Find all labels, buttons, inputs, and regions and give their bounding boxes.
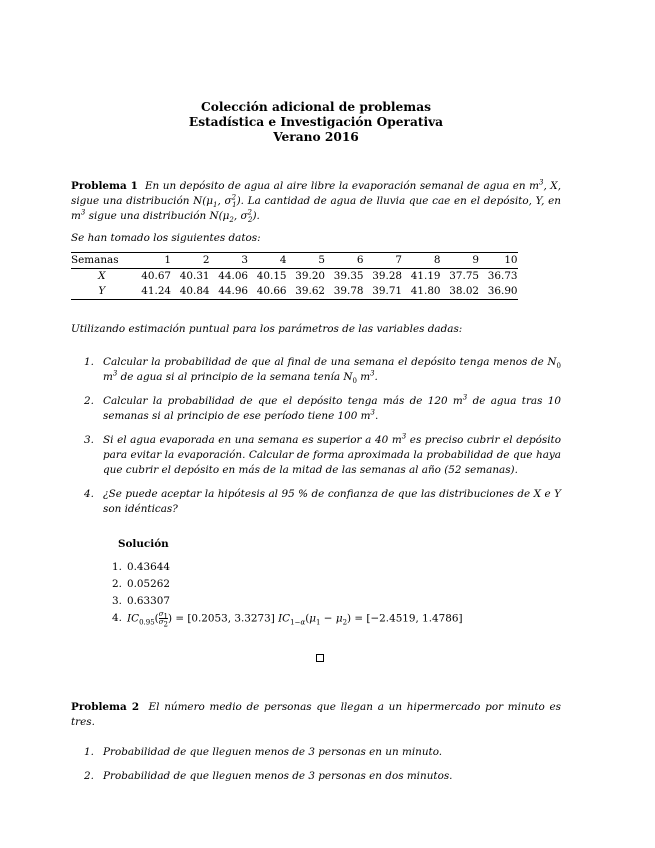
problem-1-intro: Problema 1 En un depósito de agua al aire libre la evaporación semanal de agua en $m^3$, X, sigue una distribución $N(\mu_1$, $\sigma^2_1$). La cantidad de agua de lluvia que cae en el depósito, Y, en $m^3$ sigue una distribución $N(\mu_2$, $\sigma^2_2$). bbox=[71, 178, 562, 225]
title-line-1: Colección adicional de problemas bbox=[201, 100, 431, 114]
table-header-label: Semanas bbox=[71, 253, 133, 269]
title-line-2: Estadística e Investigación Operativa bbox=[188, 115, 444, 129]
table-header-week: 4 bbox=[248, 253, 287, 269]
table-cell: 40.67 bbox=[141, 270, 172, 282]
table-cell: 39.78 bbox=[325, 284, 364, 300]
table-header-week: 10 bbox=[479, 253, 518, 269]
table-row-label: Y bbox=[71, 284, 133, 300]
table-header-week: 3 bbox=[210, 253, 249, 269]
table-cell: 44.06 bbox=[218, 270, 249, 282]
table-header-week: 5 bbox=[287, 253, 326, 269]
table-row bbox=[71, 284, 518, 300]
table-cell: 40.31 bbox=[179, 270, 210, 282]
table-cell: 41.80 bbox=[402, 284, 441, 300]
data-table bbox=[71, 252, 518, 300]
list-item: 3. 0.63307 bbox=[112, 595, 170, 607]
document-title bbox=[71, 100, 561, 145]
problem-2-intro: Problema 2 El número medio de personas que llegan a un hipermercado por minuto es tres. bbox=[71, 701, 561, 728]
table-cell: 39.62 bbox=[287, 284, 326, 300]
document-page bbox=[71, 100, 562, 782]
problem-2-label: Problema 2 bbox=[71, 701, 140, 713]
solution-list bbox=[71, 560, 561, 627]
table-cell: 44.96 bbox=[210, 284, 249, 300]
list-item: 1. Calcular la probabilidad de que al final de una semana el depósito tenga menos de $N_0$ $m^3$ de agua si al principio de la semana tenía $N_0$ $m^3$. bbox=[84, 356, 561, 386]
qed-square-icon bbox=[316, 654, 324, 662]
problem-1-questions bbox=[71, 355, 561, 517]
table-cell: 36.90 bbox=[479, 284, 518, 300]
table-header-week: 1 bbox=[133, 253, 172, 269]
table-cell: 41.24 bbox=[133, 284, 172, 300]
list-item: 1. 0.43644 bbox=[112, 561, 170, 573]
table-header-week: 8 bbox=[402, 253, 441, 269]
table-header-week: 6 bbox=[325, 253, 364, 269]
problem-1 bbox=[71, 179, 561, 627]
table-cell: 40.66 bbox=[248, 284, 287, 300]
problem-1-label: Problema 1 bbox=[71, 180, 138, 192]
method-text: Utilizando estimación puntual para los parámetros de las variables dadas: bbox=[71, 323, 463, 335]
list-item: 1. Probabilidad de que lleguen menos de 3 personas en un minuto. bbox=[84, 746, 443, 758]
table-cell: 40.15 bbox=[256, 270, 287, 282]
solution bbox=[71, 537, 561, 552]
table-cell: 39.71 bbox=[364, 284, 403, 300]
table-cell: 37.75 bbox=[449, 270, 480, 282]
table-cell: 39.28 bbox=[372, 270, 403, 282]
table-cell: 40.84 bbox=[171, 284, 210, 300]
list-item: 4. ¿Se puede aceptar la hipótesis al 95 % de confianza de que las distribuciones de X e Y son idénticas? bbox=[84, 488, 561, 515]
list-item: 4. $IC_{0.95}$( $\frac{\sigma_1}{\sigma_2}$ ) = [0.2053, 3.3273] $IC_{1-\alpha}(\mu_1 - \mu_2) = [-2.4519$, 1.4786] bbox=[112, 610, 463, 629]
table-cell: 38.02 bbox=[441, 284, 480, 300]
list-item: 2. Probabilidad de que lleguen menos de 3 personas en dos minutos. bbox=[84, 770, 453, 782]
problem-2 bbox=[71, 700, 561, 784]
table-cell: 36.73 bbox=[487, 270, 518, 282]
table-header-row bbox=[71, 253, 518, 269]
table-row-label: X bbox=[98, 270, 106, 282]
data-intro: Se han tomado los siguientes datos: bbox=[71, 232, 261, 244]
solution-title: Solución bbox=[118, 538, 169, 550]
table-cell: 39.35 bbox=[333, 270, 364, 282]
table-row bbox=[71, 269, 518, 285]
table-header-week: 7 bbox=[364, 253, 403, 269]
table-cell: 39.20 bbox=[295, 270, 326, 282]
list-item: 2. Calcular la probabilidad de que el depósito tenga más de 120 $m^3$ de agua tras 10 semanas si al principio de ese período tiene 100 $m^3$. bbox=[84, 393, 561, 422]
problem-2-questions bbox=[71, 745, 561, 784]
list-item: 2. 0.05262 bbox=[112, 578, 170, 590]
list-item: 3. Si el agua evaporada en una semana es superior a 40 $m^3$ es preciso cubrir el depósito para evitar la evaporación. Calcular de forma aproximada la probabilidad de que haya que cubrir el depósito en más de la mitad de las semanas al año (52 semanas). bbox=[84, 432, 561, 476]
table-header-week: 9 bbox=[441, 253, 480, 269]
table-cell: 41.19 bbox=[410, 270, 441, 282]
table-header-week: 2 bbox=[171, 253, 210, 269]
title-line-3: Verano 2016 bbox=[273, 130, 359, 144]
